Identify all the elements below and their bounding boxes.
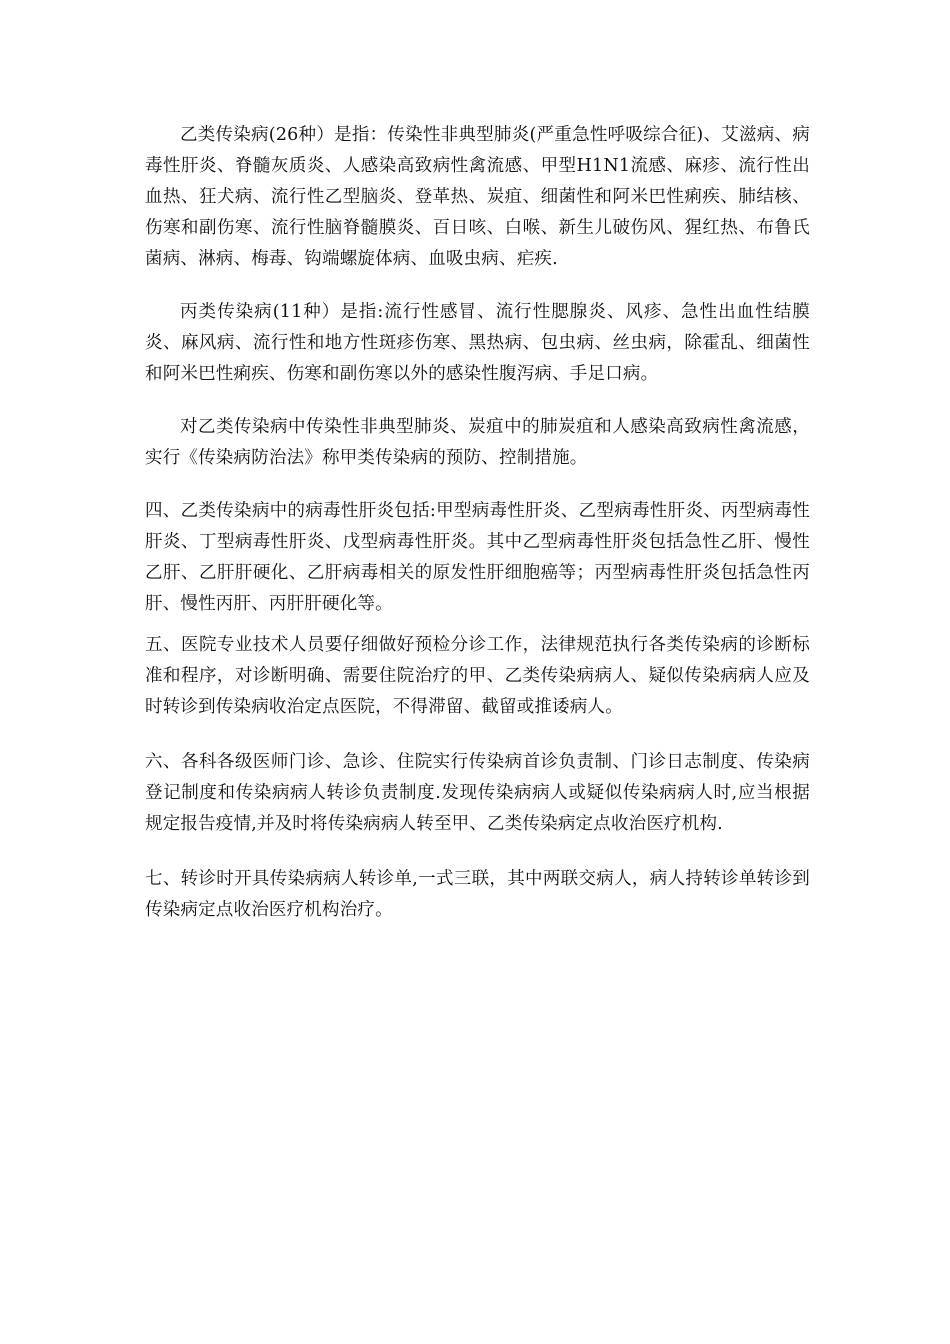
document-page [145,120,810,926]
paragraph-section-6-first-diagnosis: 六、各科各级医师门诊、急诊、住院实行传染病首诊负责制、门诊日志制度、传染病登记制度和传染病病人转诊负责制度.发现传染病病人或疑似传染病病人时,应当根据规定报告疫情,并及时将传染病病人转至甲、乙类传染病定点收治医疗机构. [145,752,810,834]
paragraph-section-5-triage: 五、医院专业技术人员要仔细做好预检分诊工作，法律规范执行各类传染病的诊断标准和程序，对诊断明确、需要住院治疗的甲、乙类传染病病人、疑似传染病病人应及时转诊到传染病收治定点医院，不得滞留、截留或推诿病人。 [145,635,810,717]
paragraph-section-4-hepatitis: 四、乙类传染病中的病毒性肝炎包括:甲型病毒性肝炎、乙型病毒性肝炎、丙型病毒性肝炎、丁型病毒性肝炎、戊型病毒性肝炎。其中乙型病毒性肝炎包括急性乙肝、慢性乙肝、乙肝肝硬化、乙肝病毒相关的原发性肝细胞癌等；丙型病毒性肝炎包括急性丙肝、慢性丙肝、丙肝肝硬化等。 [145,501,810,614]
paragraph-class-b-diseases: 乙类传染病(26种）是指：传染性非典型肺炎(严重急性呼吸综合征)、艾滋病、病毒性肝炎、脊髓灰质炎、人感染高致病性禽流感、甲型H1N1流感、麻疹、流行性出血热、狂犬病、流行性乙型脑炎、登革热、炭疽、细菌性和阿米巴性痢疾、肺结核、伤寒和副伤寒、流行性脑脊髓膜炎、百日咳、白喉、新生儿破伤风、猩红热、布鲁氏菌病、淋病、梅毒、钩端螺旋体病、血吸虫病、疟疾. [145,125,810,269]
paragraph-class-a-measures: 对乙类传染病中传染性非典型肺炎、炭疽中的肺炭疽和人感染高致病性禽流感，实行《传染病防治法》称甲类传染病的预防、控制措施。 [145,417,810,468]
paragraph-section-7-referral: 七、转诊时开具传染病病人转诊单,一式三联，其中两联交病人，病人持转诊单转诊到传染病定点收治医疗机构治疗。 [145,869,810,920]
paragraph-class-c-diseases: 丙类传染病(11种）是指:流行性感冒、流行性腮腺炎、风疹、急性出血性结膜炎、麻风病、流行性和地方性斑疹伤寒、黑热病、包虫病、丝虫病，除霍乱、细菌性和阿米巴性痢疾、伤寒和副伤寒以外的感染性腹泻病、手足口病。 [145,302,810,384]
